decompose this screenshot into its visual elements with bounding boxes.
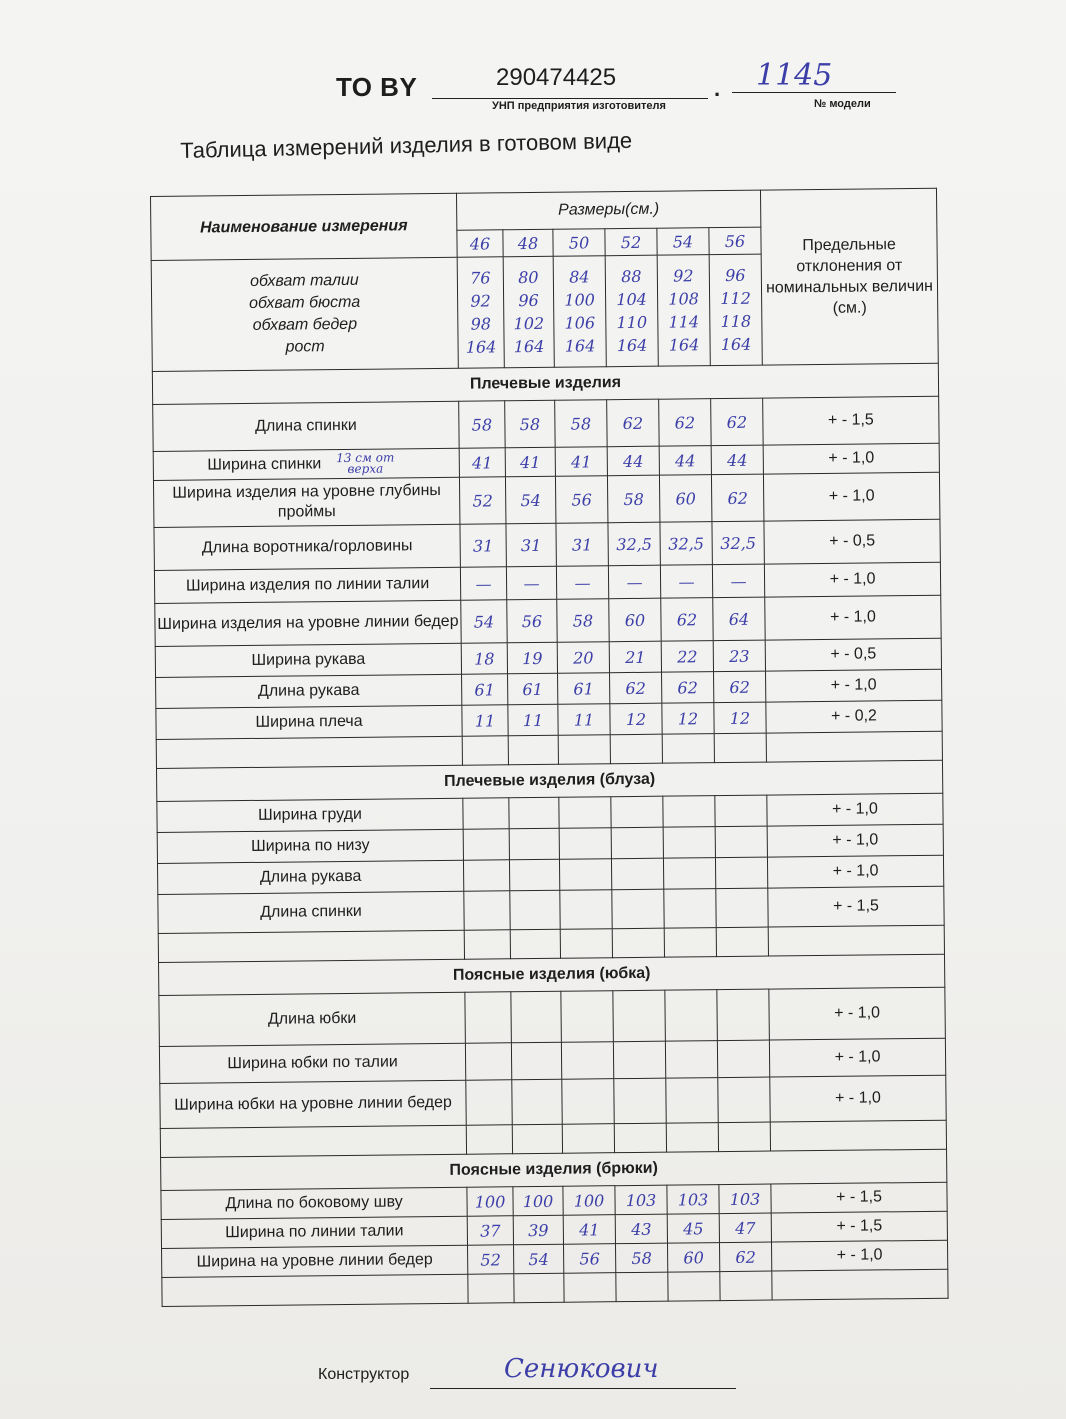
body-value: 118 <box>720 311 752 332</box>
size-value <box>717 1040 769 1078</box>
tolerance-value: + - 1,0 <box>763 443 939 474</box>
blank-cell <box>156 736 462 768</box>
size-value <box>715 857 767 889</box>
measurement-form <box>150 188 968 1356</box>
blank-cell <box>666 1123 718 1153</box>
body-labels <box>151 257 458 371</box>
blank-cell <box>716 927 768 957</box>
size-value: 58 <box>555 400 607 448</box>
body-value: 96 <box>725 265 746 285</box>
size-value <box>509 797 559 829</box>
size-value <box>509 828 559 860</box>
size-value <box>666 1078 718 1124</box>
body-label: обхват талии <box>249 271 359 290</box>
size-value <box>559 828 611 860</box>
tolerance-value: + - 1,0 <box>767 855 943 888</box>
size-value: — <box>556 566 608 600</box>
size-value: 62 <box>607 399 659 447</box>
blank-cell <box>462 736 508 765</box>
size-value <box>463 829 509 860</box>
size-value: — <box>660 565 712 599</box>
body-values-column <box>553 256 606 368</box>
size-value: 41 <box>459 448 505 477</box>
blank-cell <box>772 1269 948 1300</box>
blank-cell <box>616 1272 668 1302</box>
measurement-label: Ширина изделия на уровне линии бедер <box>157 612 459 633</box>
size-value: 61 <box>508 673 558 705</box>
size-value: 61 <box>462 674 508 705</box>
body-values-column <box>457 257 504 368</box>
size-value: 39 <box>513 1215 563 1245</box>
size-value: 62 <box>719 1242 771 1272</box>
blank-cell <box>664 928 716 958</box>
size-value <box>509 859 559 891</box>
measurement-label: Ширина по низу <box>250 836 370 855</box>
size-value <box>466 1080 512 1125</box>
size-value <box>463 798 509 829</box>
measurement-label: Ширина юбки на уровне линии бедер <box>174 1093 452 1114</box>
size-value <box>611 827 663 859</box>
unp-caption: УНП предприятия изготовителя <box>492 100 666 112</box>
blank-cell <box>162 1274 468 1306</box>
table-header-row <box>151 188 937 233</box>
size-value: 12 <box>610 703 662 735</box>
unp-value: 290474425 <box>496 64 617 91</box>
document-header <box>336 58 916 124</box>
section-title: Плечевые изделия (блуза) <box>156 760 942 801</box>
measurement-label: Ширина по линии талии <box>225 1222 404 1242</box>
measurement-row <box>159 987 945 1046</box>
body-value: 102 <box>513 313 545 334</box>
size-value <box>561 1042 613 1080</box>
measurement-label-cell <box>159 992 466 1046</box>
column-header-name: Наименование измерения <box>151 193 458 260</box>
column-header-sizes: Размеры(см.) <box>456 190 760 230</box>
blank-cell <box>160 1125 466 1157</box>
size-cell: 54 <box>657 228 709 256</box>
size-value: 62 <box>714 671 766 703</box>
size-value: 12 <box>714 702 766 734</box>
size-value <box>663 827 715 859</box>
size-value: 54 <box>514 1244 564 1274</box>
size-value: 100 <box>467 1187 513 1216</box>
size-value <box>718 1077 770 1123</box>
size-value: 58 <box>607 475 659 523</box>
signature-label: Конструктор <box>318 1366 410 1383</box>
model-caption: № модели <box>814 98 871 110</box>
blank-cell <box>614 1123 666 1153</box>
tolerance-value: + - 1,0 <box>767 793 943 826</box>
size-value: 103 <box>667 1185 719 1215</box>
size-value <box>465 1043 511 1080</box>
size-value: 44 <box>607 446 659 476</box>
blank-cell <box>766 731 942 762</box>
size-value: 31 <box>460 524 506 567</box>
body-value: 112 <box>720 288 751 309</box>
size-value: 103 <box>615 1185 667 1215</box>
body-value: 110 <box>616 312 648 333</box>
size-value: 58 <box>459 401 505 448</box>
body-value: 96 <box>518 290 539 311</box>
tolerance-value: + - 1,0 <box>764 562 940 597</box>
blank-cell <box>512 1124 562 1154</box>
size-value: 19 <box>507 642 557 674</box>
measurement-label-cell <box>157 829 463 863</box>
size-value: 62 <box>659 399 711 447</box>
signature-block <box>318 1354 738 1394</box>
size-value: 52 <box>459 477 505 524</box>
measurement-row <box>153 472 939 527</box>
size-value: 60 <box>609 598 661 642</box>
measurement-label-cell <box>162 1245 468 1277</box>
body-label: обхват бедер <box>252 315 358 334</box>
body-values-column <box>657 255 710 367</box>
blank-cell <box>662 734 714 764</box>
size-value: 56 <box>507 599 557 643</box>
tolerance-value: + - 1,0 <box>770 1075 946 1122</box>
size-value: 62 <box>662 672 714 704</box>
section-title: Поясные изделия (юбка) <box>159 954 945 995</box>
size-value: — <box>712 564 764 598</box>
size-value: 43 <box>615 1214 667 1244</box>
measurement-label-cell <box>156 674 462 708</box>
size-cell: 48 <box>503 229 553 257</box>
body-value: 164 <box>465 337 497 357</box>
measurement-label-cell <box>154 567 460 603</box>
size-value <box>717 989 770 1041</box>
measurement-label: Ширина плеча <box>255 712 363 731</box>
size-value: 41 <box>555 447 607 477</box>
body-value: 164 <box>720 334 752 355</box>
body-value: 114 <box>668 312 700 332</box>
size-value <box>612 889 664 929</box>
measurement-label-cell <box>156 705 462 739</box>
size-cell: 46 <box>457 230 503 257</box>
measurement-label: Длина спинки <box>254 416 357 435</box>
size-value <box>560 890 612 930</box>
size-value: 32,5 <box>608 522 660 566</box>
blank-cell <box>508 735 558 765</box>
tolerance-value: + - 0,5 <box>764 519 940 564</box>
tolerance-value: + - 1,5 <box>771 1211 947 1242</box>
size-value <box>715 826 767 858</box>
size-value: 41 <box>563 1215 615 1245</box>
size-value <box>664 889 716 929</box>
measurement-label: Ширина изделия на уровне глубины проймы <box>172 481 441 521</box>
measurement-label-cell <box>153 448 459 480</box>
size-value: 58 <box>557 599 609 643</box>
size-value <box>512 1079 562 1125</box>
size-value <box>559 797 611 829</box>
body-value: 80 <box>518 267 539 288</box>
body-label: обхват бюста <box>248 293 361 312</box>
section-title: Плечевые изделия <box>152 363 938 404</box>
size-value <box>562 1079 614 1125</box>
body-value: 164 <box>668 335 700 355</box>
blank-cell <box>464 930 510 959</box>
tolerance-value: + - 1,0 <box>769 1038 945 1077</box>
measurement-label-cell <box>157 860 463 894</box>
size-value: — <box>460 567 506 600</box>
tolerance-value: + - 1,5 <box>763 396 939 445</box>
model-value: 1145 <box>756 58 833 93</box>
measurement-table <box>150 188 949 1307</box>
body-value: 106 <box>564 313 596 333</box>
blank-cell <box>668 1272 720 1302</box>
size-value <box>511 1042 561 1080</box>
tolerance-value: + - 1,0 <box>766 669 942 702</box>
size-value <box>559 859 611 891</box>
blank-cell <box>718 1122 770 1152</box>
signature-line <box>430 1388 736 1389</box>
size-value <box>715 795 767 827</box>
blank-cell <box>562 1124 614 1154</box>
blank-cell <box>510 929 560 959</box>
size-value: 23 <box>713 640 765 672</box>
body-values-column <box>709 254 762 366</box>
size-value <box>663 858 715 890</box>
size-value <box>463 860 509 891</box>
blank-cell <box>466 1125 512 1154</box>
size-value: — <box>506 566 556 600</box>
size-value: 22 <box>661 641 713 673</box>
measurement-label-cell <box>153 477 459 527</box>
body-value: 164 <box>616 335 648 356</box>
size-value: 60 <box>659 475 711 523</box>
body-value: 164 <box>564 336 596 356</box>
blank-cell <box>770 1120 946 1151</box>
tolerance-value: + - 1,5 <box>768 886 944 927</box>
body-value: 88 <box>621 266 642 287</box>
size-value <box>663 796 715 828</box>
page-title: Таблица измерений изделия в готовом виде <box>180 127 633 163</box>
measurement-label: Длина спинки <box>260 902 362 921</box>
size-value: 56 <box>563 1244 615 1274</box>
body-value: 108 <box>668 289 699 309</box>
size-value: 64 <box>713 597 765 641</box>
measurement-label: Ширина груди <box>257 805 363 824</box>
size-value: 62 <box>610 672 662 704</box>
size-value: 58 <box>615 1243 667 1273</box>
measurement-label: Длина рукава <box>257 681 360 700</box>
measurement-label-cell <box>153 401 459 451</box>
blank-cell <box>612 928 664 958</box>
body-value: 84 <box>569 267 590 287</box>
measurement-label: Ширина изделия по линии талии <box>185 575 430 595</box>
blank-cell <box>514 1273 564 1303</box>
measurement-label: Ширина рукава <box>251 650 366 669</box>
body-value: 76 <box>470 268 491 288</box>
blank-cell <box>714 733 766 763</box>
header-separator: . <box>714 76 721 101</box>
body-value: 98 <box>470 314 492 334</box>
blank-cell <box>768 925 944 956</box>
tolerance-value: + - 0,5 <box>765 638 941 671</box>
body-value: 100 <box>564 290 595 310</box>
size-value <box>665 990 718 1042</box>
measurement-label-cell <box>155 600 461 646</box>
measurement-label-cell <box>160 1080 466 1128</box>
size-value: 12 <box>662 703 714 735</box>
blank-cell <box>558 735 610 765</box>
tolerance-value: + - 1,0 <box>767 824 943 857</box>
size-value: 62 <box>711 474 763 522</box>
blank-cell <box>468 1274 514 1303</box>
tolerance-value: + - 0,2 <box>766 700 942 733</box>
size-value: 44 <box>711 445 763 475</box>
body-values-column <box>503 256 554 368</box>
model-line <box>732 92 896 93</box>
tolerance-value: + - 1,0 <box>769 987 946 1040</box>
size-value <box>613 1041 665 1079</box>
size-value: 58 <box>505 400 555 448</box>
size-value <box>464 891 510 930</box>
size-value <box>465 992 512 1043</box>
size-value: 21 <box>609 641 661 673</box>
size-value: 32,5 <box>712 521 764 565</box>
size-value: 54 <box>461 600 507 643</box>
blank-cell <box>610 734 662 764</box>
size-value <box>665 1041 717 1079</box>
blank-cell <box>158 930 464 962</box>
body-value: 92 <box>470 291 491 311</box>
blank-cell <box>564 1273 616 1303</box>
size-value: 32,5 <box>660 522 712 566</box>
body-value: 104 <box>616 289 647 310</box>
measurement-label-cell <box>158 891 464 933</box>
size-value: 60 <box>667 1243 719 1273</box>
size-value: 61 <box>558 673 610 705</box>
size-value: 11 <box>508 704 558 736</box>
size-value: 41 <box>505 447 555 477</box>
measurement-label: Длина по боковому шву <box>225 1193 403 1213</box>
size-value: 31 <box>506 523 556 567</box>
blank-cell <box>720 1271 772 1301</box>
size-cell: 50 <box>553 229 605 257</box>
size-value: 52 <box>468 1245 514 1274</box>
measurement-row <box>153 396 939 451</box>
handwritten-note: 13 см от верха <box>336 450 395 476</box>
size-value <box>613 990 666 1042</box>
tolerance-value: + - 1,0 <box>771 1240 947 1271</box>
size-value: 44 <box>659 446 711 476</box>
measurement-label-cell <box>154 524 460 570</box>
size-value: 18 <box>461 643 507 674</box>
size-value: 45 <box>667 1214 719 1244</box>
blank-cell <box>560 929 612 959</box>
size-value: 62 <box>661 598 713 642</box>
size-value: 54 <box>505 476 555 524</box>
size-value <box>561 991 614 1043</box>
size-value <box>510 890 560 930</box>
measurement-label: Длина юбки <box>267 1009 357 1028</box>
size-value: 100 <box>513 1186 563 1216</box>
body-value: 164 <box>513 336 545 357</box>
section-title: Поясные изделия (брюки) <box>161 1149 947 1190</box>
measurement-label-cell <box>157 798 463 832</box>
size-cell: 52 <box>605 228 657 256</box>
measurement-label: Длина воротника/горловины <box>201 537 413 557</box>
column-header-tolerance: Предельные отклонения от номинальных величин (см.) <box>760 188 938 365</box>
measurement-label: Ширина юбки по талии <box>227 1053 398 1073</box>
size-value: 100 <box>563 1186 615 1216</box>
measurement-label-cell <box>161 1187 467 1219</box>
size-value <box>611 858 663 890</box>
measurement-label: Ширина на уровне линии бедер <box>196 1251 433 1271</box>
size-value <box>511 991 562 1043</box>
size-value: 11 <box>462 705 508 736</box>
size-value <box>614 1078 666 1124</box>
body-label: рост <box>285 338 325 356</box>
tolerance-value: + - 1,0 <box>765 595 941 640</box>
measurement-label-cell <box>159 1043 465 1083</box>
unp-line <box>432 98 708 99</box>
size-value: 103 <box>719 1184 771 1214</box>
signature-value: Сенюкович <box>504 1354 659 1384</box>
body-value: 92 <box>673 266 694 286</box>
size-value: 56 <box>555 476 607 524</box>
body-values-column <box>605 255 658 367</box>
size-value: 37 <box>467 1216 513 1245</box>
size-value: 20 <box>557 642 609 674</box>
size-value: 11 <box>558 704 610 736</box>
size-value: — <box>608 565 660 599</box>
measurement-label: Длина рукава <box>259 867 362 886</box>
size-cell: 56 <box>709 227 761 255</box>
measurement-label-cell <box>155 643 461 677</box>
measurement-label-cell <box>161 1216 467 1248</box>
size-value <box>611 796 663 828</box>
size-value: 47 <box>719 1213 771 1243</box>
tolerance-value: + - 1,5 <box>771 1182 947 1213</box>
size-value <box>716 888 768 928</box>
measurement-label: Ширина спинки <box>207 455 322 474</box>
size-value: 31 <box>556 523 608 567</box>
size-value: 62 <box>711 398 763 446</box>
tolerance-value: + - 1,0 <box>763 472 939 521</box>
header-prefix: ТО BY <box>336 72 418 102</box>
